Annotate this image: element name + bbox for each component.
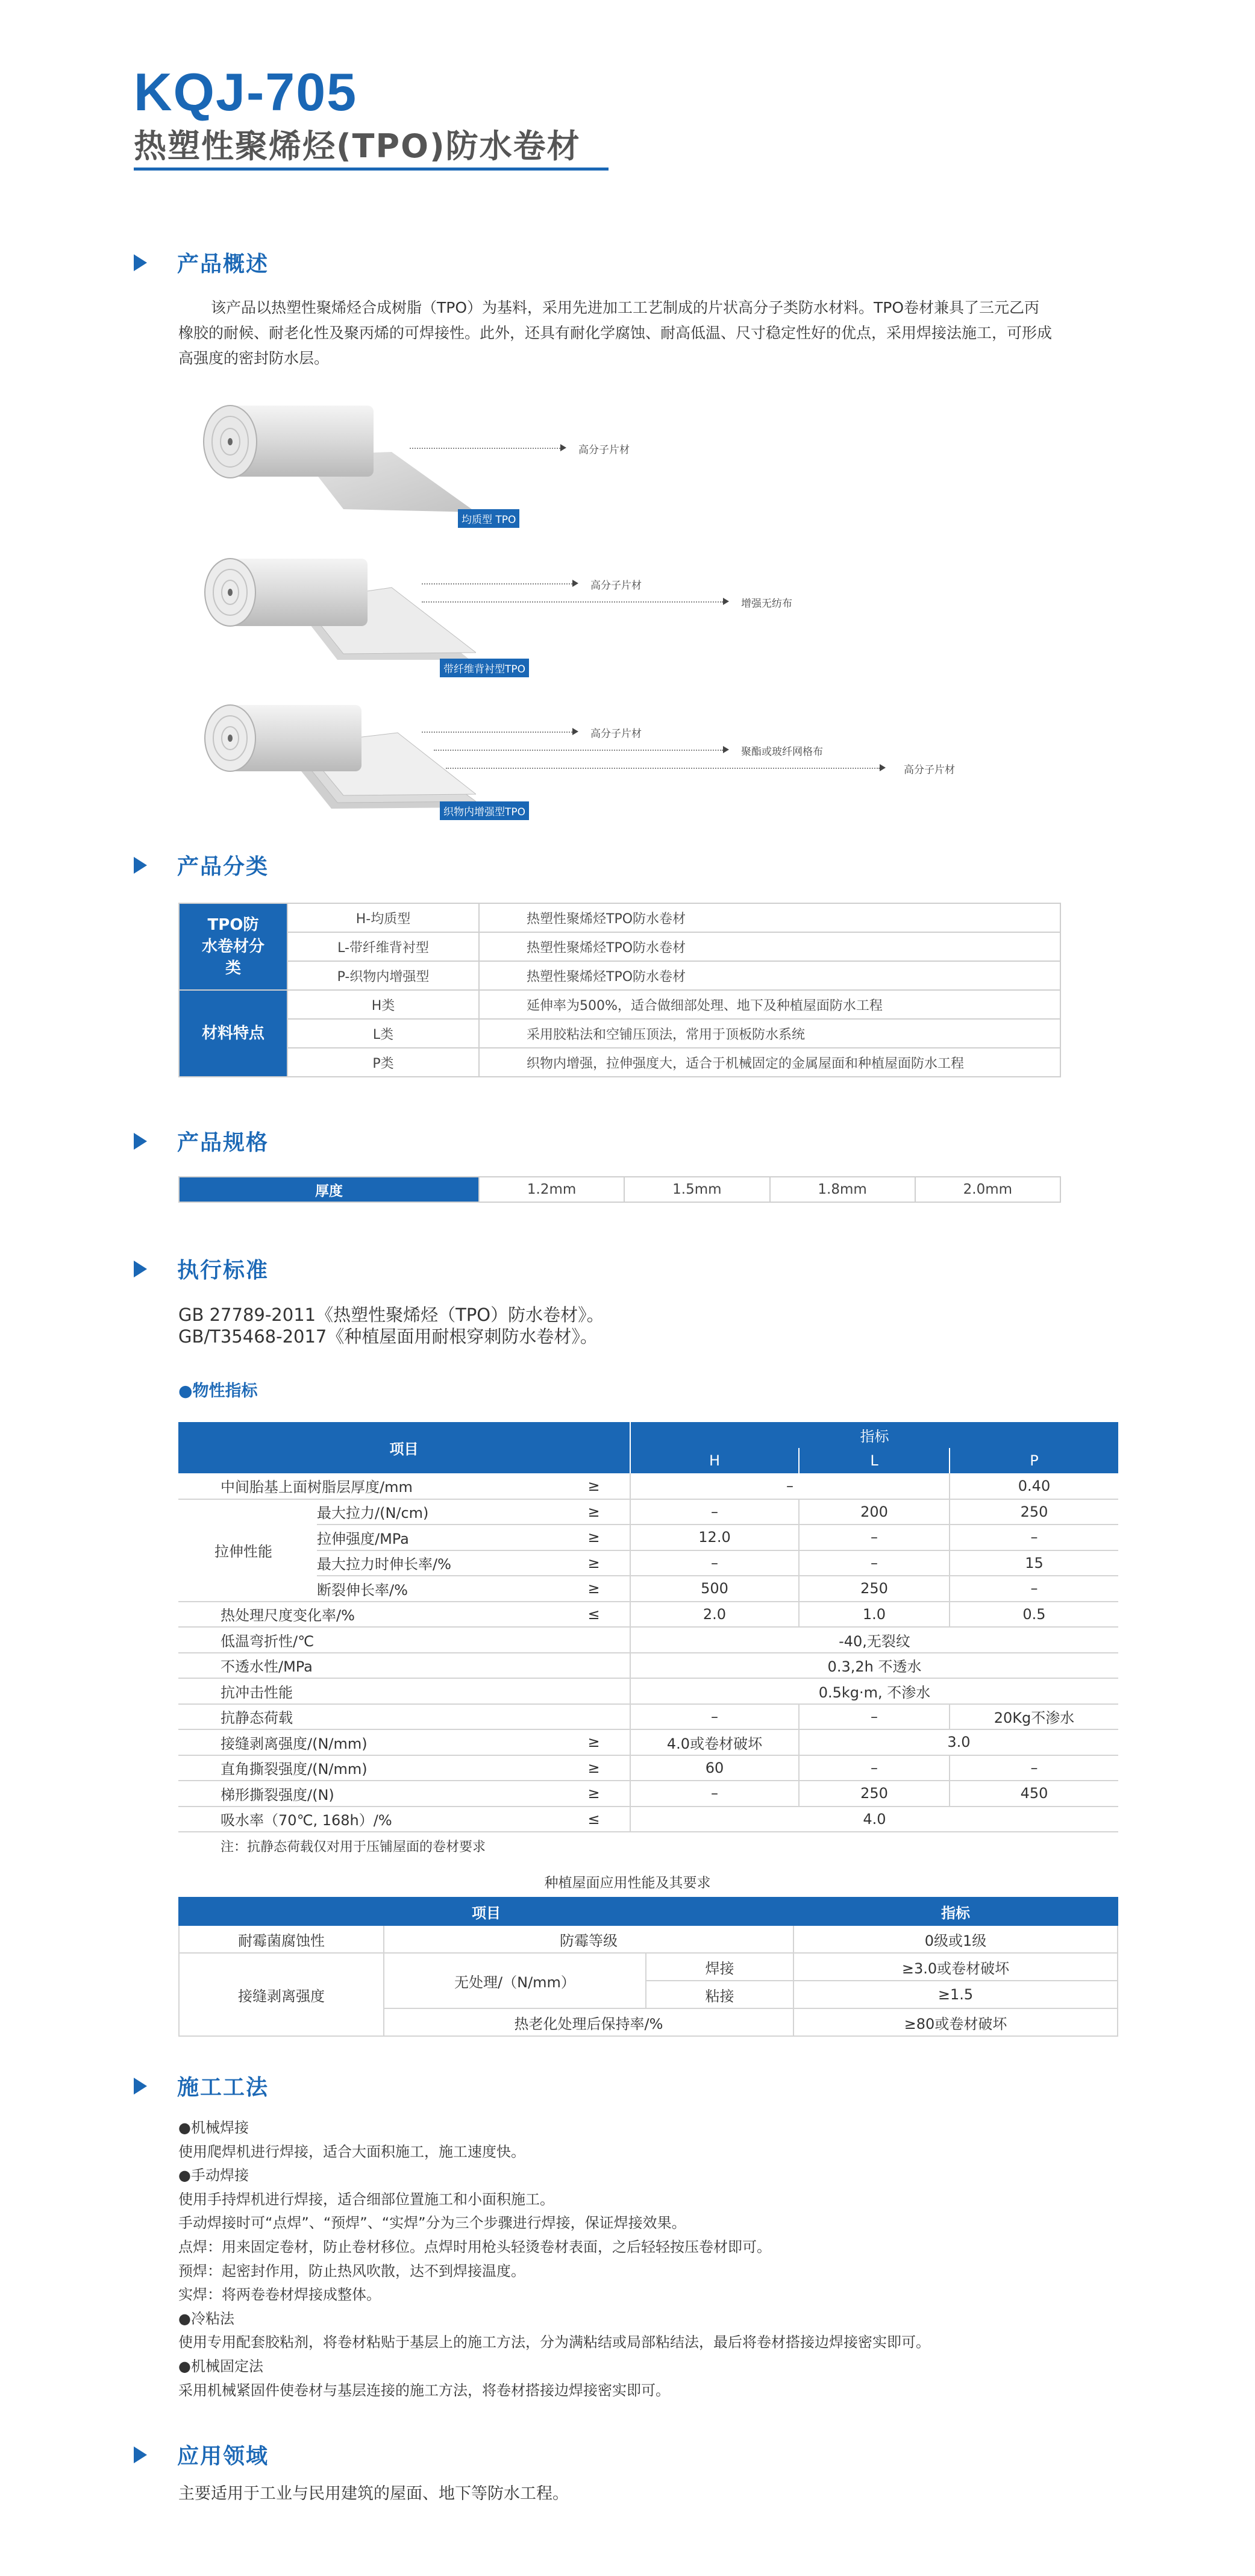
diagram-label: 带纤维背衬型TPO [440, 659, 529, 677]
table-row: 不透水性/MPa 0.3,2h 不透水 [178, 1653, 1118, 1679]
triangle-bullet-icon [134, 857, 147, 874]
product-model: KQJ-705 [134, 62, 358, 122]
table-row: 材料特点 H类 延伸率为500%，适合做细部处理、地下及种植屋面防水工程 [179, 990, 1060, 1019]
callout-leader [422, 601, 723, 603]
section-construction-heading: 施工工法 [134, 2070, 269, 2101]
callout-leader [422, 732, 572, 733]
table-row: 低温弯折性/℃ -40,无裂纹 [178, 1627, 1118, 1653]
table-row: 热老化处理后保持率/% ≥80或卷材破坏 [179, 2008, 1118, 2036]
properties-table: 项目 指标 H L P 中间胎基上面树脂层厚度/mm ≥ – 0.40 拉伸性能 最大拉力/(N/cm) ≥ – 200 250 拉伸强度/MPa ≥ 12.0 – – 最大拉力时伸长率/% ≥ – – 15 断裂伸长率/% ≥ 500 250 – 热处理尺度变化率/% ≤ 2.0 1.0 0.5 低温弯折性/℃ -40,无裂纹 不透水性/MPa 0.3,2h 不透水 抗冲击性能 0.5kg·m, 不渗水 抗静态荷载 – – 20Kg不渗水 接缝剥离强度/(N/mm) ≥ 4.0或卷材破坏 3.0 直角撕裂强度/(N/mm) ≥ 60 – – 梯形撕裂强度/(N) ≥ – 250 450 吸水率（70℃, 168h）/% ≤ 4.0 [178, 1422, 1118, 1832]
table-row: 梯形撕裂强度/(N) ≥ – 250 450 [178, 1781, 1118, 1807]
table-row: 抗静态荷载 – – 20Kg不渗水 [178, 1704, 1118, 1730]
table-row: 中间胎基上面树脂层厚度/mm ≥ – 0.40 [178, 1473, 1118, 1499]
section-overview-heading: 产品概述 [134, 247, 269, 278]
green-roof-title: 种植屋面应用性能及其要求 [544, 1875, 711, 1891]
table-row: 耐霉菌腐蚀性 防霉等级 0级或1级 [179, 1925, 1118, 1953]
diagram-label: 均质型 TPO [458, 509, 519, 528]
table-row: 断裂伸长率/% ≥ 500 250 – [178, 1576, 1118, 1602]
group-label: 材料特点 [179, 990, 287, 1077]
table-row: 热处理尺度变化率/% ≤ 2.0 1.0 0.5 [178, 1602, 1118, 1628]
section-application-heading: 应用领域 [134, 2439, 269, 2470]
thickness-table [178, 1176, 1061, 1203]
table-row: 接缝剥离强度 无处理/（N/mm） 焊接 ≥3.0或卷材破坏 [179, 1953, 1118, 1981]
table-row: 拉伸强度/MPa ≥ 12.0 – – [178, 1525, 1118, 1550]
callout-label: 高分子片材 [590, 728, 642, 740]
table-row: 直角撕裂强度/(N/mm) ≥ 60 – – [178, 1755, 1118, 1781]
callout-label: 聚酯或玻纤网格布 [741, 746, 823, 758]
table-row: L-带纤维背衬型 热塑性聚烯烃TPO防水卷材 [179, 932, 1060, 961]
arrow-right-icon [572, 728, 578, 735]
section-standards-heading: 执行标准 [134, 1253, 269, 1284]
product-subtitle: 热塑性聚烯烃(TPO)防水卷材 [134, 127, 581, 165]
properties-note: 注：抗静态荷载仅对用于压铺屋面的卷材要求 [221, 1840, 486, 1855]
table-row: L类 采用胶粘法和空铺压顶法，常用于顶板防水系统 [179, 1019, 1060, 1048]
overview-text: 该产品以热塑性聚烯烃合成树脂（TPO）为基料，采用先进加工工艺制成的片状高分子类防水材料。TPO卷材兼具了三元乙丙橡胶的耐候、耐老化性及聚丙烯的可焊接性。此外，还具有耐化学腐蚀、耐高低温、尺寸稳定性好的优点，采用焊接法施工，可形成高强度的密封防水层。 [178, 299, 1053, 367]
section-specs-heading: 产品规格 [134, 1126, 269, 1156]
standards-list: GB 27789-2011《热塑性聚烯烃（TPO）防水卷材》。 GB/T35468-2017《种植屋面用耐根穿刺防水卷材》。 [178, 1305, 604, 1347]
table-row: TPO防水卷材分类 H-均质型 热塑性聚烯烃TPO防水卷材 [179, 903, 1060, 932]
application-text: 主要适用于工业与民用建筑的屋面、地下等防水工程。 [178, 2484, 569, 2503]
arrow-right-icon [723, 746, 729, 753]
callout-label: 高分子片材 [904, 764, 955, 776]
callout-label: 高分子片材 [578, 444, 630, 456]
group-label: TPO防水卷材分类 [179, 903, 287, 990]
triangle-bullet-icon [134, 1261, 147, 1277]
table-row: 抗冲击性能 0.5kg·m, 不渗水 [178, 1678, 1118, 1704]
table-row: 厚度 1.2mm 1.5mm 1.8mm 2.0mm [179, 1177, 1060, 1202]
arrow-right-icon [723, 598, 729, 605]
table-row: 吸水率（70℃, 168h）/% ≤ 4.0 [178, 1807, 1118, 1832]
table-row: 接缝剥离强度/(N/mm) ≥ 4.0或卷材破坏 3.0 [178, 1729, 1118, 1755]
arrow-right-icon [880, 764, 886, 771]
arrow-right-icon [560, 444, 566, 451]
table-row: 粘接 ≥1.5 [179, 1981, 1118, 2008]
table-row: P-织物内增强型 热塑性聚烯烃TPO防水卷材 [179, 961, 1060, 990]
table-row: P类 织物内增强，拉伸强度大，适合于机械固定的金属屋面和种植屋面防水工程 [179, 1048, 1060, 1077]
construction-methods: ●机械焊接 使用爬焊机进行焊接，适合大面积施工，施工速度快。 ●手动焊接 使用手持焊机进行焊接，适合细部位置施工和小面积施工。 手动焊接时可“点焊”、“预焊”、“实焊”分为三个步骤进行焊接，保证焊接效果。 点焊：用来固定卷材，防止卷材移位。点焊时用枪头轻烫卷材表面，之后轻轻按压卷材即可。 预焊：起密封作用，防止热风吹散，达不到焊接温度。 实焊：将两卷卷材焊接成整体。 ●冷粘法 使用专用配套胶粘剂，将卷材粘贴于基层上的施工方法，分为满粘结或局部粘结法，最后将卷材搭接边焊接密实即可。 ●机械固定法 采用机械紧固件使卷材与基层连接的施工方法，将卷材搭接边焊接密实即可。 [178, 2119, 930, 2399]
green-roof-table: 项目 指标 耐霉菌腐蚀性 防霉等级 0级或1级 接缝剥离强度 无处理/（N/mm） 焊接 ≥3.0或卷材破坏 粘接 ≥1.5 热老化处理后保持率/% ≥80或卷材破坏 [178, 1897, 1118, 2037]
diagram-label: 织物内增强型TPO [440, 801, 529, 820]
fiber-backed-roll-illustration [193, 551, 476, 666]
properties-heading: ●物性指标 [178, 1382, 258, 1400]
callout-label: 增强无纺布 [741, 598, 792, 610]
homogeneous-roll-illustration [193, 395, 476, 515]
callout-leader [446, 768, 880, 769]
triangle-bullet-icon [134, 2446, 147, 2463]
callout-leader [410, 448, 560, 449]
classification-table [178, 903, 1061, 1077]
section-classification-heading: 产品分类 [134, 850, 269, 880]
table-row: 最大拉力时伸长率/% ≥ – – 15 [178, 1550, 1118, 1576]
callout-leader [422, 583, 572, 584]
title-underline [134, 168, 609, 171]
callout-leader [434, 750, 723, 751]
fabric-reinforced-roll-illustration [193, 699, 476, 813]
triangle-bullet-icon [134, 2078, 147, 2095]
table-row: 拉伸性能 最大拉力/(N/cm) ≥ – 200 250 [178, 1499, 1118, 1525]
triangle-bullet-icon [134, 1133, 147, 1150]
callout-label: 高分子片材 [590, 580, 642, 592]
arrow-right-icon [572, 580, 578, 587]
triangle-bullet-icon [134, 254, 147, 271]
